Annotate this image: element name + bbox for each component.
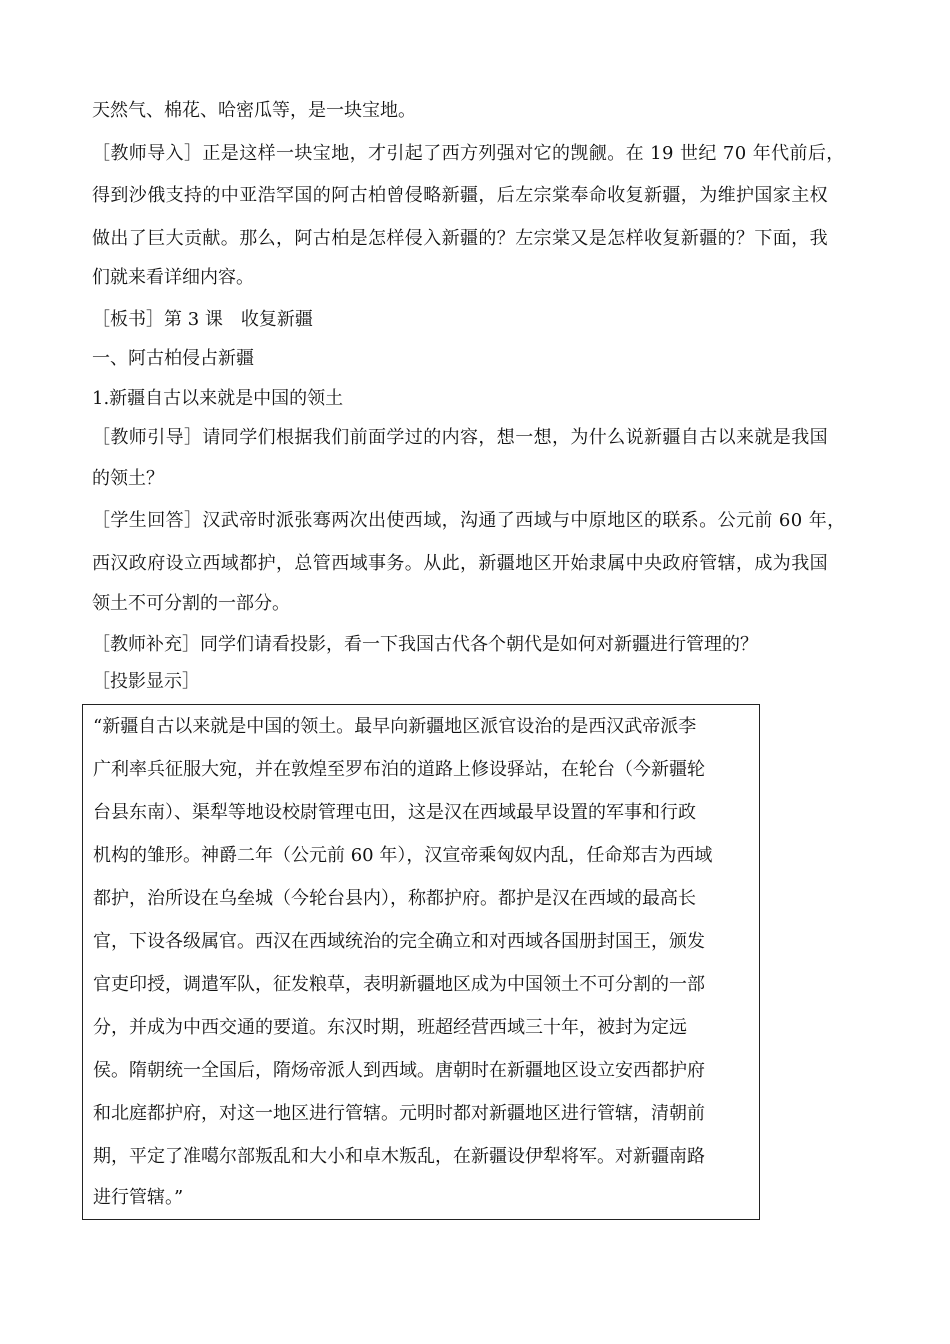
subsection-heading: 1.新疆自古以来就是中国的领土 [92,388,344,409]
paragraph-line: 天然气、棉花、哈密瓜等，是一块宝地。 [92,100,416,121]
box-line: 台县东南）、渠犁等地设校尉管理屯田，这是汉在西域最早设置的军事和行政 [93,802,696,823]
projection-label: ［投影显示］ [92,671,200,692]
box-line: 广利率兵征服大宛，并在敦煌至罗布泊的道路上修设驿站，在轮台（今新疆轮 [93,759,705,780]
box-line: “新疆自古以来就是中国的领土。最早向新疆地区派官设治的是西汉武帝派李 [93,716,697,737]
paragraph-line: 得到沙俄支持的中亚浩罕国的阿古柏曾侵略新疆，后左宗棠奉命收复新疆，为维护国家主权 [92,185,828,206]
paragraph-line: 们就来看详细内容。 [92,267,254,288]
paragraph-line: ［教师引导］请同学们根据我们前面学过的内容，想一想，为什么说新疆自古以来就是我国 [92,427,828,448]
paragraph-line: 西汉政府设立西域都护，总管西域事务。从此，新疆地区开始隶属中央政府管辖，成为我国 [92,553,828,574]
paragraph-line: ［学生回答］汉武帝时派张骞两次出使西域，沟通了西域与中原地区的联系。公元前 60 年， [92,510,846,531]
paragraph-line: 做出了巨大贡献。那么，阿古柏是怎样侵入新疆的？左宗棠又是怎样收复新疆的？下面，我 [92,228,828,249]
box-line: 机构的雏形。神爵二年（公元前 60 年），汉宣帝乘匈奴内乱，任命郑吉为西域 [93,845,713,866]
box-line: 和北庭都护府，对这一地区进行管辖。元明时都对新疆地区进行管辖，清朝前 [93,1103,705,1124]
box-line: 进行管辖。” [93,1187,184,1208]
box-line: 侯。隋朝统一全国后，隋炀帝派人到西域。唐朝时在新疆地区设立安西都护府 [93,1060,705,1081]
box-line: 都护，治所设在乌垒城（今轮台县内），称都护府。都护是汉在西域的最高长 [93,888,696,909]
box-line: 官，下设各级属官。西汉在西域统治的完全确立和对西域各国册封国王，颁发 [93,931,705,952]
paragraph-line: ［教师导入］正是这样一块宝地，才引起了西方列强对它的觊觎。在 19 世纪 70 年代前后， [92,143,845,164]
projection-box [82,704,760,1220]
box-line: 期，平定了准噶尔部叛乱和大小和卓木叛乱，在新疆设伊犁将军。对新疆南路 [93,1146,705,1167]
box-line: 分，并成为中西交通的要道。东汉时期，班超经营西域三十年，被封为定远 [93,1017,687,1038]
paragraph-line: 领土不可分割的一部分。 [92,593,290,614]
paragraph-line: ［教师补充］同学们请看投影，看一下我国古代各个朝代是如何对新疆进行管理的？ [92,634,758,655]
box-line: 官吏印授，调遣军队，征发粮草，表明新疆地区成为中国领土不可分割的一部 [93,974,705,995]
paragraph-line: 的领土？ [92,468,164,489]
board-heading: ［板书］第 3 课 收复新疆 [92,309,313,330]
section-heading: 一、阿古柏侵占新疆 [92,348,254,369]
